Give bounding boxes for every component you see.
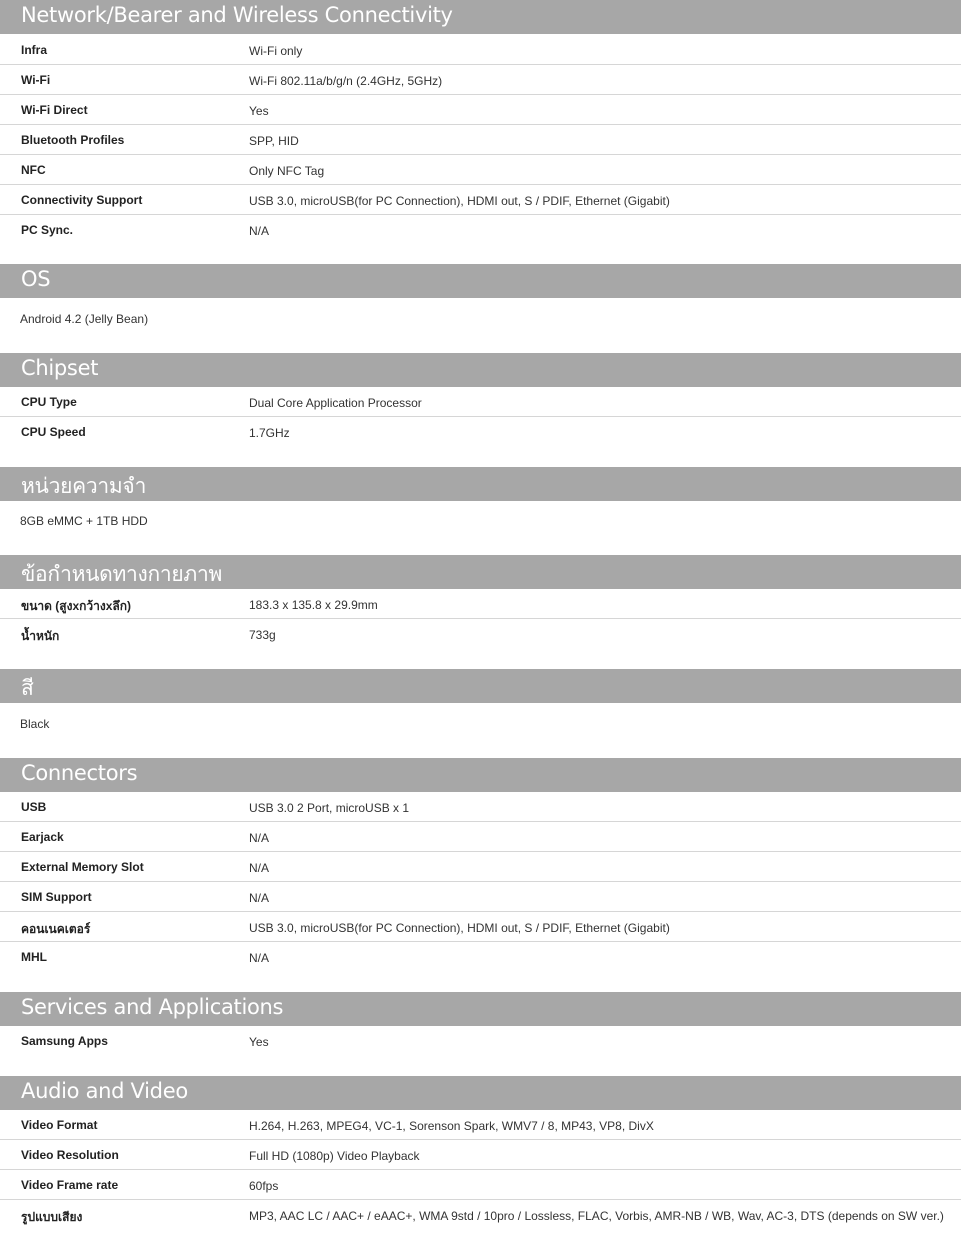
section-header-physical xyxy=(0,555,961,589)
spec-label: Bluetooth Profiles xyxy=(21,133,125,147)
memory-value: 8GB eMMC + 1TB HDD xyxy=(20,514,148,528)
spec-label: PC Sync. xyxy=(21,223,74,237)
color-value: Black xyxy=(20,717,50,731)
spec-row xyxy=(0,417,961,447)
section-header-memory xyxy=(0,467,961,501)
spec-label: Samsung Apps xyxy=(21,1034,108,1048)
spec-label: Wi-Fi Direct xyxy=(21,103,88,117)
spec-label: External Memory Slot xyxy=(21,860,144,874)
spec-row xyxy=(0,619,961,649)
section-header-os xyxy=(0,264,961,298)
spec-label: น้ำหนัก xyxy=(21,629,60,643)
spec-value: USB 3.0 2 Port, microUSB x 1 xyxy=(249,801,410,815)
spec-row xyxy=(0,852,961,882)
spec-value: Wi-Fi only xyxy=(249,44,303,58)
spec-label: Video Frame rate xyxy=(21,1178,119,1192)
spec-row xyxy=(0,155,961,185)
spec-row xyxy=(0,185,961,215)
spec-value: 733g xyxy=(249,628,276,642)
spec-row xyxy=(0,912,961,942)
spec-label: รูปแบบเสียง xyxy=(21,1210,83,1224)
spec-label: คอนเนคเตอร์ xyxy=(21,922,91,936)
spec-value: 60fps xyxy=(249,1179,279,1193)
spec-row xyxy=(0,1170,961,1200)
spec-row xyxy=(0,95,961,125)
spec-label: MHL xyxy=(21,950,47,964)
os-value: Android 4.2 (Jelly Bean) xyxy=(20,312,149,326)
spec-label: CPU Speed xyxy=(21,425,86,439)
section-header-network xyxy=(0,0,961,34)
spec-row xyxy=(0,822,961,852)
section-title: สี xyxy=(21,676,34,700)
section-title: Services and Applications xyxy=(21,995,284,1019)
section-header-chipset xyxy=(0,353,961,387)
spec-label: USB xyxy=(21,800,47,814)
section-header-connectors xyxy=(0,758,961,792)
spec-label: Wi-Fi xyxy=(21,73,51,87)
section-header-services xyxy=(0,992,961,1026)
spec-row xyxy=(0,882,961,912)
spec-value: USB 3.0, microUSB(for PC Connection), HDMI out, S / PDIF, Ethernet (Gigabit) xyxy=(249,921,670,935)
spec-value: 1.7GHz xyxy=(249,426,290,440)
spec-row xyxy=(0,1110,961,1140)
spec-value: Full HD (1080p) Video Playback xyxy=(249,1149,420,1163)
spec-label: Earjack xyxy=(21,830,64,844)
spec-value: MP3, AAC LC / AAC+ / eAAC+, WMA 9std / 10pro / Lossless, FLAC, Vorbis, AMR-NB / WB, Wav, AC-3, DTS (depends on SW ver.) xyxy=(249,1209,944,1223)
spec-value: USB 3.0, microUSB(for PC Connection), HDMI out, S / PDIF, Ethernet (Gigabit) xyxy=(249,194,670,208)
section-title: Network/Bearer and Wireless Connectivity xyxy=(21,3,453,27)
spec-value: Wi-Fi 802.11a/b/g/n (2.4GHz, 5GHz) xyxy=(249,74,443,88)
spec-label: SIM Support xyxy=(21,890,92,904)
spec-row xyxy=(0,792,961,822)
spec-label: Infra xyxy=(21,43,48,57)
spec-value: N/A xyxy=(249,831,270,845)
spec-value: N/A xyxy=(249,224,270,238)
spec-value: H.264, H.263, MPEG4, VC-1, Sorenson Spark, WMV7 / 8, MP43, VP8, DivX xyxy=(249,1119,654,1133)
spec-row xyxy=(0,942,961,972)
section-title: Connectors xyxy=(21,761,138,785)
spec-value: Yes xyxy=(249,1035,269,1049)
section-title: หน่วยความจำ xyxy=(21,474,147,498)
spec-label: CPU Type xyxy=(21,395,77,409)
spec-row xyxy=(0,387,961,417)
section-title: Audio and Video xyxy=(21,1079,188,1103)
spec-label: Video Format xyxy=(21,1118,98,1132)
spec-value: N/A xyxy=(249,861,270,875)
spec-row xyxy=(0,1140,961,1170)
section-title: ข้อกำหนดทางกายภาพ xyxy=(21,562,222,586)
spec-label: Connectivity Support xyxy=(21,193,143,207)
spec-value: N/A xyxy=(249,891,270,905)
spec-value: SPP, HID xyxy=(249,134,299,148)
spec-label: NFC xyxy=(21,163,46,177)
spec-row xyxy=(0,1026,961,1056)
spec-value: N/A xyxy=(249,951,270,965)
spec-row xyxy=(0,1200,961,1230)
spec-value: Dual Core Application Processor xyxy=(249,396,422,410)
spec-label: ขนาด (สูงxกว้างxลึก) xyxy=(21,599,132,613)
spec-row xyxy=(0,215,961,245)
spec-label: Video Resolution xyxy=(21,1148,119,1162)
spec-value: 183.3 x 135.8 x 29.9mm xyxy=(249,598,378,612)
spec-row xyxy=(0,589,961,619)
spec-row xyxy=(0,65,961,95)
section-title: OS xyxy=(21,267,51,291)
spec-row xyxy=(0,35,961,65)
spec-value: Only NFC Tag xyxy=(249,164,325,178)
spec-row xyxy=(0,125,961,155)
section-title: Chipset xyxy=(21,356,99,380)
section-header-audio-video xyxy=(0,1076,961,1110)
section-header-color xyxy=(0,669,961,703)
spec-value: Yes xyxy=(249,104,269,118)
